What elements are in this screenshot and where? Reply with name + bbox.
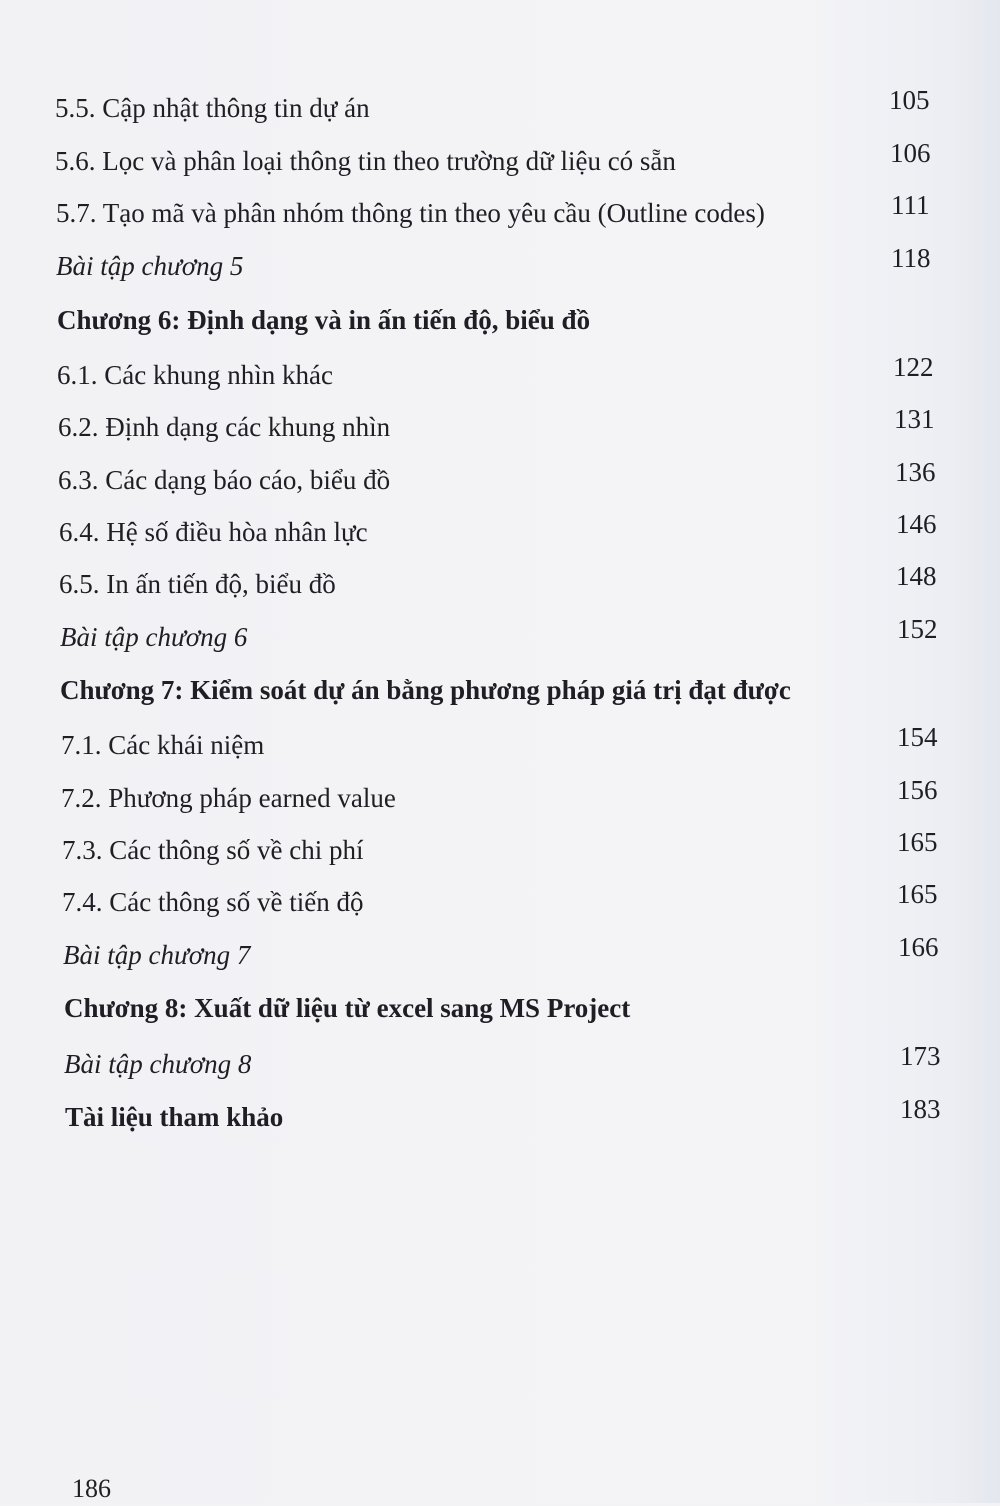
toc-entry-label: Tài liệu tham khảo <box>65 1102 284 1132</box>
toc-chapter-7 <box>60 670 940 710</box>
toc-entry-page: 183 <box>900 1094 941 1124</box>
toc-entry-7-4 <box>62 879 942 922</box>
toc-chapter-label: Chương 7: Kiểm soát dự án bằng phương pháp giá trị đạt được <box>60 675 791 705</box>
toc-chapter-6 <box>57 300 937 340</box>
toc-entry-label: 6.1. Các khung nhìn khác <box>57 360 333 390</box>
toc-entry-7-1 <box>61 722 941 765</box>
toc-entry-page: 166 <box>898 932 939 962</box>
toc-entry-page: 165 <box>897 827 938 857</box>
toc-references <box>65 1094 945 1137</box>
toc-entry-label: 5.5. Cập nhật thông tin dự án <box>55 93 370 123</box>
toc-entry-page: 165 <box>897 879 938 909</box>
toc-chapter-label: Chương 8: Xuất dữ liệu từ excel sang MS Project <box>64 993 631 1023</box>
toc-chapter-8 <box>64 988 944 1028</box>
toc-entry-label: 6.5. In ấn tiến độ, biểu đồ <box>59 569 336 599</box>
toc-entry-label: Bài tập chương 6 <box>60 622 248 652</box>
toc-entry-exercise-6 <box>60 614 940 657</box>
toc-entry-page: 152 <box>897 614 938 644</box>
toc-chapter-label: Chương 6: Định dạng và in ấn tiến độ, biểu đồ <box>57 305 591 335</box>
toc-entry-page: 131 <box>894 404 935 434</box>
toc-entry-label: 6.2. Định dạng các khung nhìn <box>58 412 391 442</box>
toc-entry-7-2 <box>61 775 941 818</box>
toc-entry-page: 173 <box>900 1041 941 1071</box>
toc-entry-6-2 <box>58 404 938 447</box>
toc-entry-exercise-8 <box>64 1041 944 1084</box>
toc-entry-label: 5.6. Lọc và phân loại thông tin theo trường dữ liệu có sẵn <box>55 146 676 176</box>
toc-entry-page: 106 <box>890 138 931 168</box>
toc-entry-6-4 <box>59 509 939 552</box>
toc-entry-exercise-7 <box>63 932 943 975</box>
toc-entry-page: 136 <box>895 457 936 487</box>
toc-entry-label: 5.7. Tạo mã và phân nhóm thông tin theo yêu cầu (Outline codes) <box>56 198 765 228</box>
toc-entry-6-1 <box>57 352 937 395</box>
toc-entry-page: 111 <box>891 190 930 220</box>
toc-entry-page: 122 <box>893 352 934 382</box>
toc-entry-6-5 <box>59 561 939 604</box>
toc-entry-label: 7.4. Các thông số về tiến độ <box>62 887 364 917</box>
toc-entry-page: 105 <box>889 85 930 115</box>
toc-entry-page: 156 <box>897 775 938 805</box>
toc-entry-label: Bài tập chương 5 <box>56 251 244 281</box>
toc-entry-label: Bài tập chương 8 <box>64 1049 252 1079</box>
toc-entry-label: 7.2. Phương pháp earned value <box>61 783 396 813</box>
toc-entry-7-3 <box>62 827 942 870</box>
toc-entry-6-3 <box>58 457 938 500</box>
toc-entry-label: 7.3. Các thông số về chi phí <box>62 835 364 865</box>
toc-entry-5-5 <box>55 85 935 128</box>
toc-entry-label: 7.1. Các khái niệm <box>61 730 265 760</box>
toc-entry-exercise-5 <box>56 243 936 286</box>
toc-entry-page: 148 <box>896 561 937 591</box>
toc-entry-label: Bài tập chương 7 <box>63 940 251 970</box>
toc-entry-page: 118 <box>891 243 931 273</box>
toc-entry-label: 6.4. Hệ số điều hòa nhân lực <box>59 517 368 547</box>
toc-entry-label: 6.3. Các dạng báo cáo, biểu đồ <box>58 465 391 495</box>
toc-entry-page: 154 <box>897 722 938 752</box>
toc-entry-5-6 <box>55 138 935 181</box>
toc-entry-page: 146 <box>896 509 937 539</box>
toc-entry-5-7 <box>56 190 936 233</box>
page-number: 186 <box>72 1474 111 1503</box>
